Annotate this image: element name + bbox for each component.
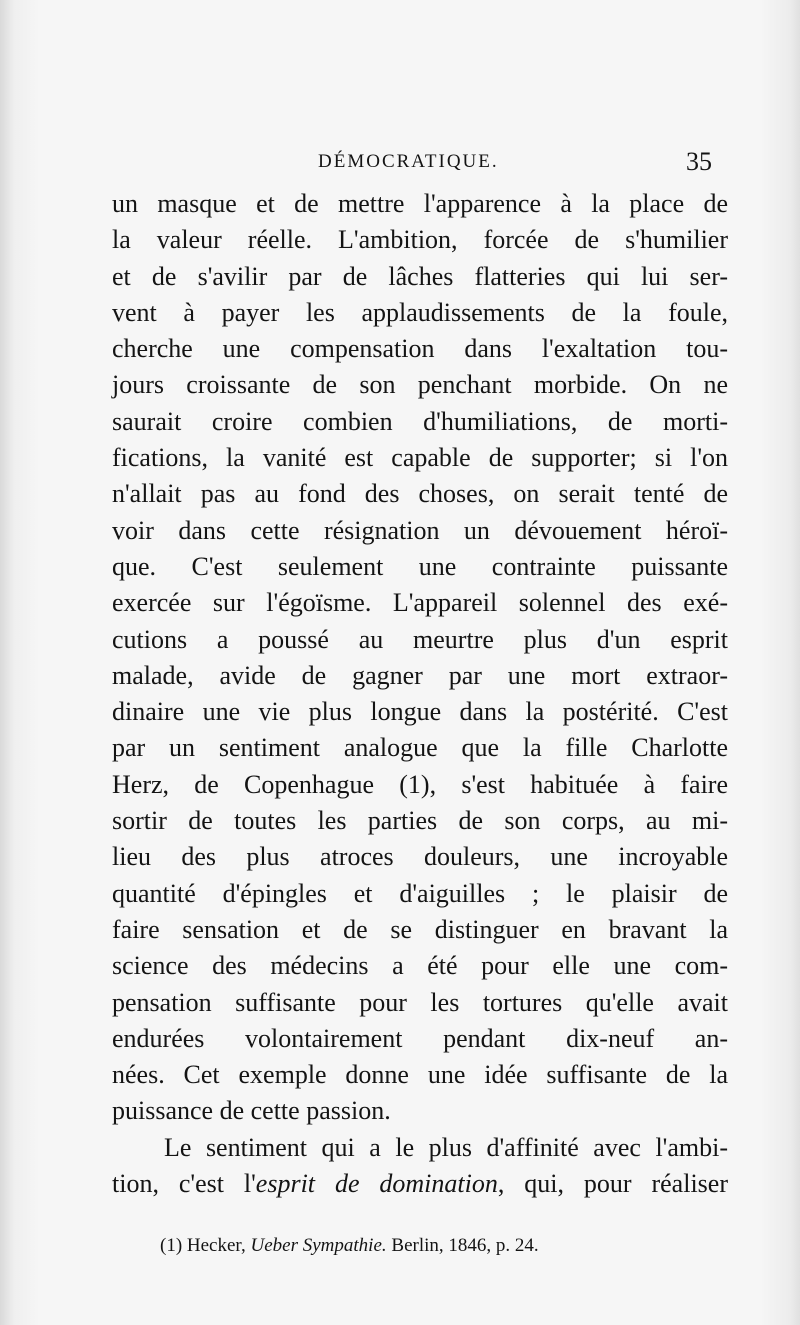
page-number: 35 — [686, 147, 712, 176]
page-header — [112, 147, 712, 183]
text-line: que. C'est seulement une contrainte puissante — [112, 551, 728, 581]
body-text — [112, 186, 728, 1202]
text-line: dinaire une vie plus longue dans la postérité. C'est — [112, 697, 728, 727]
text-span: tion, c'est l' — [112, 1169, 256, 1199]
text-line: quantité d'épingles et d'aiguilles ; le plaisir de — [112, 878, 728, 908]
text-line: n'allait pas au fond des choses, on serait tenté de — [112, 479, 728, 509]
footnote-title: Ueber Sympathie. — [250, 1235, 387, 1256]
text-line: par un sentiment analogue que la fille Charlotte — [112, 733, 728, 763]
text-line: la valeur réelle. L'ambition, forcée de s'humilier — [112, 225, 728, 255]
footnote — [160, 1235, 539, 1257]
text-line: sortir de toutes les parties de son corps, au mi- — [112, 806, 728, 836]
footnote-marker: (1) Hecker, — [160, 1235, 251, 1256]
text-line: nées. Cet exemple donne une idée suffisante de la — [112, 1060, 728, 1090]
text-line: pensation suffisante pour les tortures qu'elle avait — [112, 987, 728, 1017]
text-line: fications, la vanité est capable de supporter; si l'on — [112, 443, 728, 473]
text-line: un masque et de mettre l'apparence à la place de — [112, 189, 728, 218]
text-line: lieu des plus atroces douleurs, une incroyable — [112, 842, 728, 872]
text-line: Le sentiment qui a le plus d'affinité avec l'ambi- — [164, 1132, 728, 1162]
running-head: DÉMOCRATIQUE. — [318, 151, 499, 172]
text-line: cutions a poussé au meurtre plus d'un esprit — [112, 624, 728, 654]
text-line: voir dans cette résignation un dévouement héroï- — [112, 515, 728, 545]
text-line: saurait croire combien d'humiliations, de morti- — [112, 406, 728, 436]
text-line: puissance de cette passion. — [112, 1096, 391, 1126]
text-line: et de s'avilir par de lâches flatteries qui lui ser- — [112, 261, 728, 291]
text-line: jours croissante de son penchant morbide. On ne — [112, 370, 728, 400]
paragraph-1 — [112, 186, 728, 1130]
text-line: cherche une compensation dans l'exaltation tou- — [112, 334, 728, 364]
text-line: endurées volontairement pendant dix-neuf an- — [112, 1023, 728, 1053]
footnote-citation: Berlin, 1846, p. 24. — [386, 1235, 539, 1256]
text-line: science des médecins a été pour elle une com- — [112, 951, 728, 981]
text-line: vent à payer les applaudissements de la foule, — [112, 297, 728, 327]
text-span: , qui, pour réaliser — [497, 1169, 728, 1199]
italic-term: esprit de domination — [255, 1169, 498, 1199]
text-line: exercée sur l'égoïsme. L'appareil solennel des exé- — [112, 588, 728, 618]
paragraph-2 — [112, 1130, 728, 1203]
text-line: Herz, de Copenhague (1), s'est habituée à faire — [112, 769, 728, 799]
text-line: malade, avide de gagner par une mort extraor- — [112, 660, 728, 690]
text-line — [112, 1166, 728, 1202]
text-line: faire sensation et de se distinguer en bravant la — [112, 914, 728, 944]
